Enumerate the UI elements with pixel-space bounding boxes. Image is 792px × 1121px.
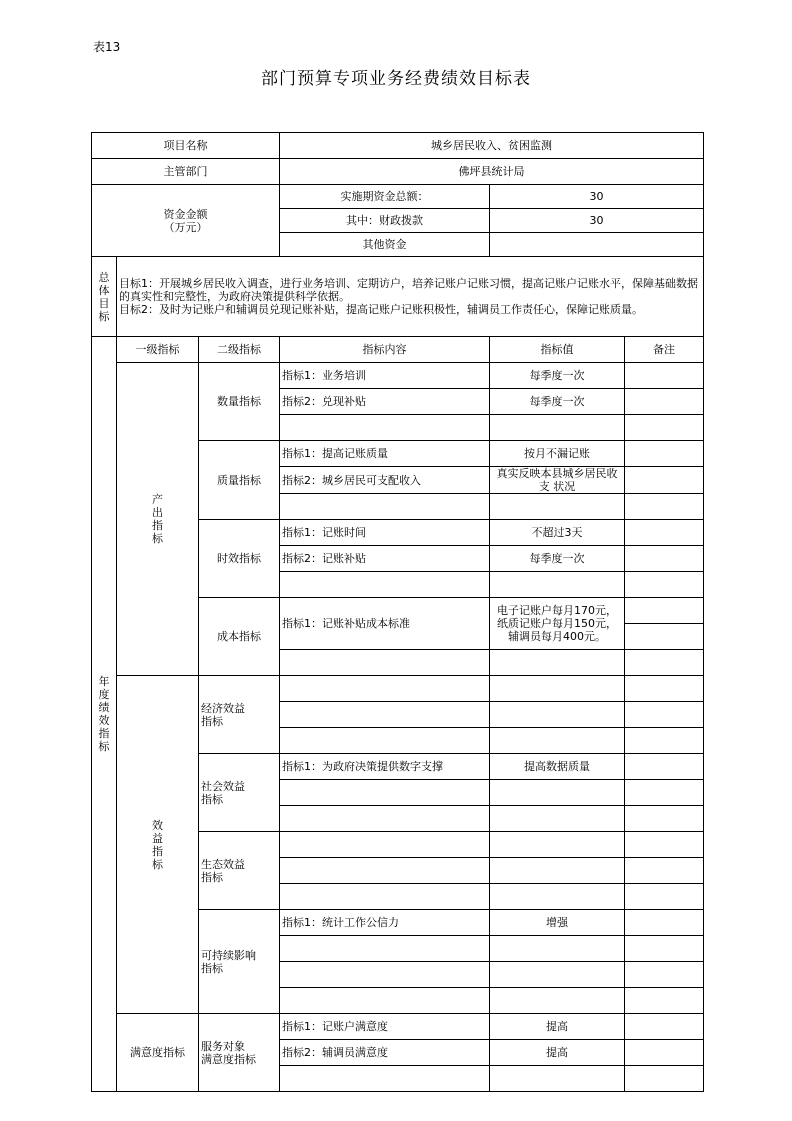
indicator-value <box>490 806 625 832</box>
note-cell <box>625 988 704 1014</box>
header-note: 备注 <box>625 337 704 363</box>
indicator-value: 提高 <box>490 1040 625 1066</box>
note-cell <box>625 546 704 572</box>
note-cell <box>625 1066 704 1092</box>
indicator-content <box>280 936 490 962</box>
project-name-label: 项目名称 <box>92 133 280 159</box>
service-satisfaction-label: 服务对象 满意度指标 <box>199 1014 280 1092</box>
indicator-content: 指标1：记账时间 <box>280 520 490 546</box>
fund-label-line2: （万元） <box>163 220 208 234</box>
note-cell <box>625 520 704 546</box>
project-name-row <box>92 133 704 159</box>
fund-label <box>92 185 280 257</box>
sustainable-impact-label: 可持续影响 指标 <box>199 910 280 1014</box>
table-row <box>92 1014 704 1040</box>
fund-total-row <box>92 185 704 209</box>
fund-label-line1: 资金金额 <box>163 207 208 221</box>
satisfaction-indicators-label: 满意度指标 <box>117 1014 199 1092</box>
note-cell <box>625 858 704 884</box>
other-fund-label: 其他资金 <box>280 233 490 257</box>
total-fund-value: 30 <box>490 185 704 209</box>
note-cell <box>625 494 704 520</box>
indicator-value <box>490 858 625 884</box>
indicator-content <box>280 962 490 988</box>
note-cell <box>625 624 704 650</box>
output-indicators-label: 产 出 指 标 <box>117 363 199 676</box>
note-cell <box>625 572 704 598</box>
overall-goals-text <box>117 257 704 337</box>
note-cell <box>625 910 704 936</box>
indicator-value: 每季度一次 <box>490 363 625 389</box>
total-fund-label: 实施期资金总额： <box>280 185 490 209</box>
indicator-value <box>490 884 625 910</box>
indicator-value <box>490 962 625 988</box>
indicator-content <box>280 806 490 832</box>
note-cell <box>625 754 704 780</box>
indicator-value: 不超过3天 <box>490 520 625 546</box>
indicator-value: 按月不漏记账 <box>490 441 625 467</box>
indicator-value: 真实反映本县城乡居民收支 状况 <box>490 467 625 494</box>
indicator-content <box>280 702 490 728</box>
indicator-value <box>490 572 625 598</box>
indicator-value <box>490 676 625 702</box>
header-value: 指标值 <box>490 337 625 363</box>
indicator-content: 指标2：辅调员满意度 <box>280 1040 490 1066</box>
annual-indicators-label: 年 度 绩 效 指 标 <box>92 337 117 1092</box>
fiscal-fund-value: 30 <box>490 209 704 233</box>
indicator-content: 指标1：记账补贴成本标准 <box>280 598 490 650</box>
document-title: 部门预算专项业务经费绩效目标表 <box>261 69 531 89</box>
note-cell <box>625 598 704 624</box>
indicator-value <box>490 832 625 858</box>
indicator-value: 增强 <box>490 910 625 936</box>
header-level2: 二级指标 <box>199 337 280 363</box>
indicator-value: 每季度一次 <box>490 546 625 572</box>
indicator-value <box>490 1066 625 1092</box>
note-cell <box>625 780 704 806</box>
indicator-value: 电子记账户每月170元，纸质记账户每月150元，辅调员每月400元。 <box>490 598 625 650</box>
timeliness-indicator-label: 时效指标 <box>199 520 280 598</box>
indicator-content: 指标1：业务培训 <box>280 363 490 389</box>
indicator-content <box>280 780 490 806</box>
note-cell <box>625 728 704 754</box>
dept-row <box>92 159 704 185</box>
indicator-content <box>280 728 490 754</box>
indicator-content <box>280 1066 490 1092</box>
note-cell <box>625 676 704 702</box>
indicator-content: 指标2：城乡居民可支配收入 <box>280 467 490 494</box>
note-cell <box>625 1014 704 1040</box>
indicator-content <box>280 858 490 884</box>
quantity-indicator-label: 数量指标 <box>199 363 280 441</box>
note-cell <box>625 962 704 988</box>
note-cell <box>625 363 704 389</box>
indicator-content <box>280 884 490 910</box>
indicator-content <box>280 572 490 598</box>
dept-label: 主管部门 <box>92 159 280 185</box>
indicator-content: 指标1：为政府决策提供数字支撑 <box>280 754 490 780</box>
table-number: 表13 <box>93 40 121 54</box>
note-cell <box>625 650 704 676</box>
header-content: 指标内容 <box>280 337 490 363</box>
note-cell <box>625 806 704 832</box>
indicator-value <box>490 415 625 441</box>
cost-indicator-label: 成本指标 <box>199 598 280 676</box>
indicator-content: 指标2：兑现补贴 <box>280 389 490 415</box>
note-cell <box>625 415 704 441</box>
quality-indicator-label: 质量指标 <box>199 441 280 520</box>
indicator-content <box>280 650 490 676</box>
performance-target-table <box>91 132 704 1092</box>
indicator-value <box>490 936 625 962</box>
goal-1: 目标1：开展城乡居民收入调查，进行业务培训、定期访户，培养记账户记账习惯，提高记账户记账水平，保障基础数据的真实性和完整性，为政府决策提供科学依据。 <box>119 277 698 303</box>
ecological-benefit-label: 生态效益 指标 <box>199 832 280 910</box>
other-fund-value <box>490 233 704 257</box>
note-cell <box>625 1040 704 1066</box>
overall-goals-row <box>92 257 704 337</box>
note-cell <box>625 389 704 415</box>
indicator-value <box>490 728 625 754</box>
project-name-value: 城乡居民收入、贫困监测 <box>280 133 704 159</box>
note-cell <box>625 441 704 467</box>
note-cell <box>625 832 704 858</box>
note-cell <box>625 884 704 910</box>
indicator-content <box>280 494 490 520</box>
indicator-content <box>280 988 490 1014</box>
overall-goals-label: 总 体 目 标 <box>92 257 117 337</box>
note-cell <box>625 936 704 962</box>
note-cell <box>625 702 704 728</box>
indicator-value: 提高数据质量 <box>490 754 625 780</box>
indicator-content <box>280 415 490 441</box>
indicator-header-row <box>92 337 704 363</box>
goal-2: 目标2：及时为记账户和辅调员兑现记账补贴，提高记账户记账积极性，辅调员工作责任心，保障记账质量。 <box>119 303 643 316</box>
indicator-value: 提高 <box>490 1014 625 1040</box>
indicator-content: 指标1：提高记账质量 <box>280 441 490 467</box>
social-benefit-label: 社会效益 指标 <box>199 754 280 832</box>
table-row <box>92 676 704 702</box>
indicator-content: 指标2：记账补贴 <box>280 546 490 572</box>
economic-benefit-label: 经济效益 指标 <box>199 676 280 754</box>
dept-value: 佛坪县统计局 <box>280 159 704 185</box>
note-cell <box>625 467 704 494</box>
indicator-value: 每季度一次 <box>490 389 625 415</box>
indicator-value <box>490 650 625 676</box>
indicator-value <box>490 702 625 728</box>
fiscal-fund-label: 其中：财政拨款 <box>280 209 490 233</box>
table-row <box>92 363 704 389</box>
indicator-content: 指标1：记账户满意度 <box>280 1014 490 1040</box>
indicator-content <box>280 832 490 858</box>
indicator-content <box>280 676 490 702</box>
indicator-value <box>490 494 625 520</box>
indicator-value <box>490 988 625 1014</box>
header-level1: 一级指标 <box>117 337 199 363</box>
indicator-content: 指标1：统计工作公信力 <box>280 910 490 936</box>
benefit-indicators-label: 效 益 指 标 <box>117 676 199 1014</box>
indicator-value <box>490 780 625 806</box>
